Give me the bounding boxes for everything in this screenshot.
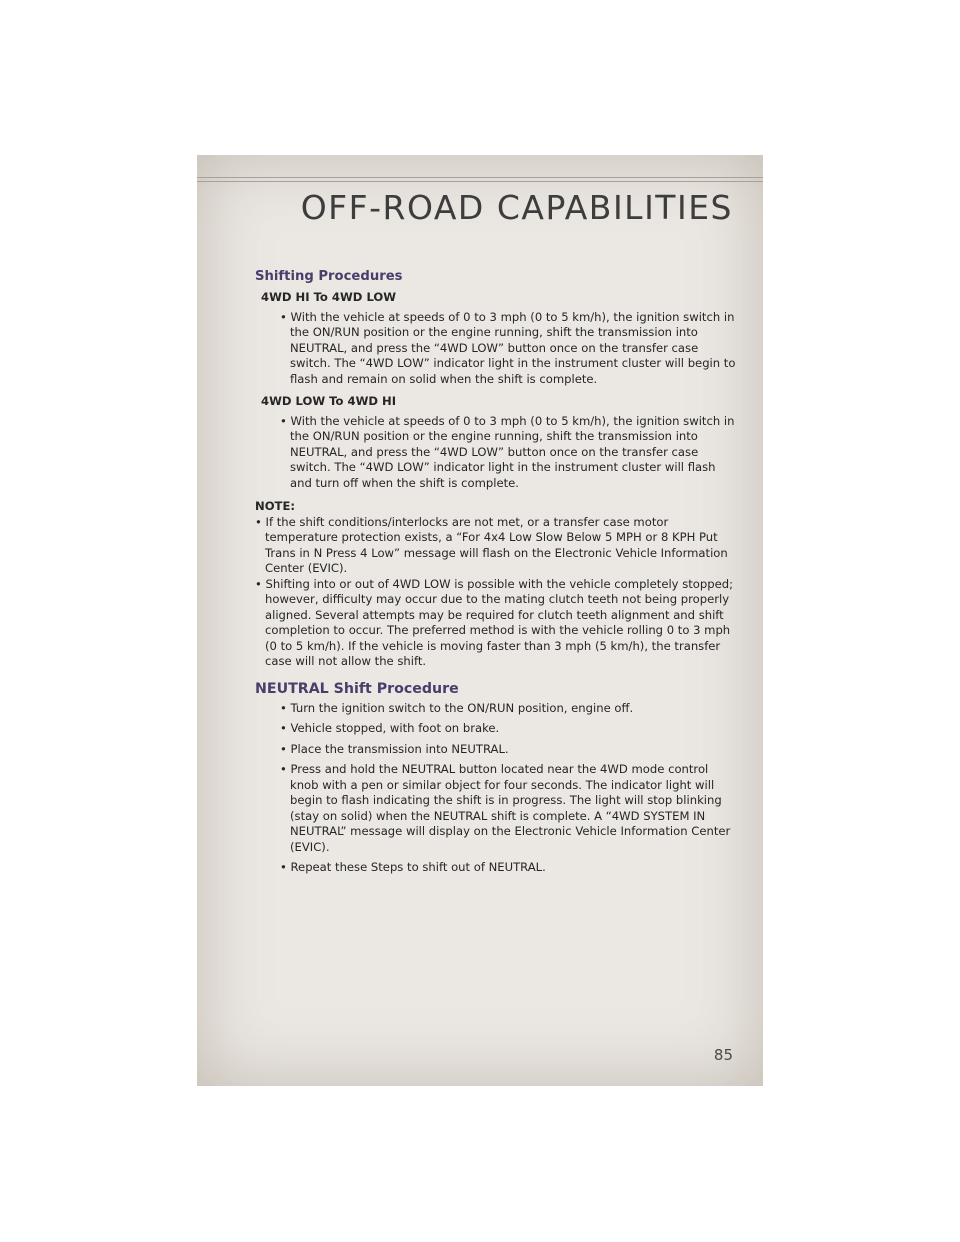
chapter-title: OFF-ROAD CAPABILITIES: [300, 188, 733, 227]
page-number: 85: [713, 1046, 733, 1064]
note-item: • If the shift conditions/interlocks are not met, or a transfer case motor temperature protection exists, a “For 4x4 Low Slow Below 5 MPH or 8 KPH Put Trans in N Press 4 Low” message will flash on the Electronic Vehicle Information Center (EVIC).: [255, 514, 728, 575]
bullet-hi-to-low: • With the vehicle at speeds of 0 to 3 mph (0 to 5 km/h), the ignition switch in the ON/RUN position or the engine running, shift the transmission into NEUTRAL, and press the “4WD LOW” button once on the transfer case switch. The “4WD LOW” indicator light in the instrument cluster will begin to flash and remain on solid when the shift is complete.: [280, 309, 736, 386]
header-rule-top: [197, 177, 763, 178]
neutral-step: • Place the transmission into NEUTRAL.: [280, 741, 509, 756]
bullet-low-to-hi: • With the vehicle at speeds of 0 to 3 mph (0 to 5 km/h), the ignition switch in the ON/RUN position or the engine running, shift the transmission into NEUTRAL, and press the “4WD LOW” button once on the transfer case switch. The “4WD LOW” indicator light in the instrument cluster will flash and turn off when the shift is complete.: [280, 413, 735, 490]
section-heading-shifting-procedures: Shifting Procedures: [255, 269, 403, 284]
subheading-4wd-low-to-hi: 4WD LOW To 4WD HI: [261, 394, 397, 408]
subheading-4wd-hi-to-low: 4WD HI To 4WD LOW: [261, 290, 397, 304]
manual-page: [197, 155, 763, 1086]
header-rule-bottom: [197, 181, 763, 182]
page-content: [255, 269, 739, 876]
neutral-step: • Vehicle stopped, with foot on brake.: [280, 721, 500, 735]
neutral-step: • Press and hold the NEUTRAL button located near the 4WD mode control knob with a pen or similar object for four seconds. The indicator light will begin to flash indicating the shift is in progress. The light will stop blinking (stay on solid) when the NEUTRAL shift is complete. A “4WD SYSTEM IN NEUTRAL” message will display on the Electronic Vehicle Information Center (EVIC).: [280, 762, 731, 854]
note-label: NOTE:: [255, 499, 296, 513]
note-item: • Shifting into or out of 4WD LOW is possible with the vehicle completely stopped; however, difficulty may occur due to the mating clutch teeth not being properly aligned. Several attempts may be required for clutch teeth alignment and shift completion to occur. The preferred method is with the vehicle rolling 0 to 3 mph (0 to 5 km/h). If the vehicle is moving faster than 3 mph (5 km/h), the transfer case will not allow the shift.: [255, 576, 734, 668]
section-heading-neutral-shift: NEUTRAL Shift Procedure: [255, 680, 459, 697]
neutral-step: • Turn the ignition switch to the ON/RUN position, engine off.: [280, 700, 634, 715]
neutral-step: • Repeat these Steps to shift out of NEUTRAL.: [280, 860, 546, 874]
